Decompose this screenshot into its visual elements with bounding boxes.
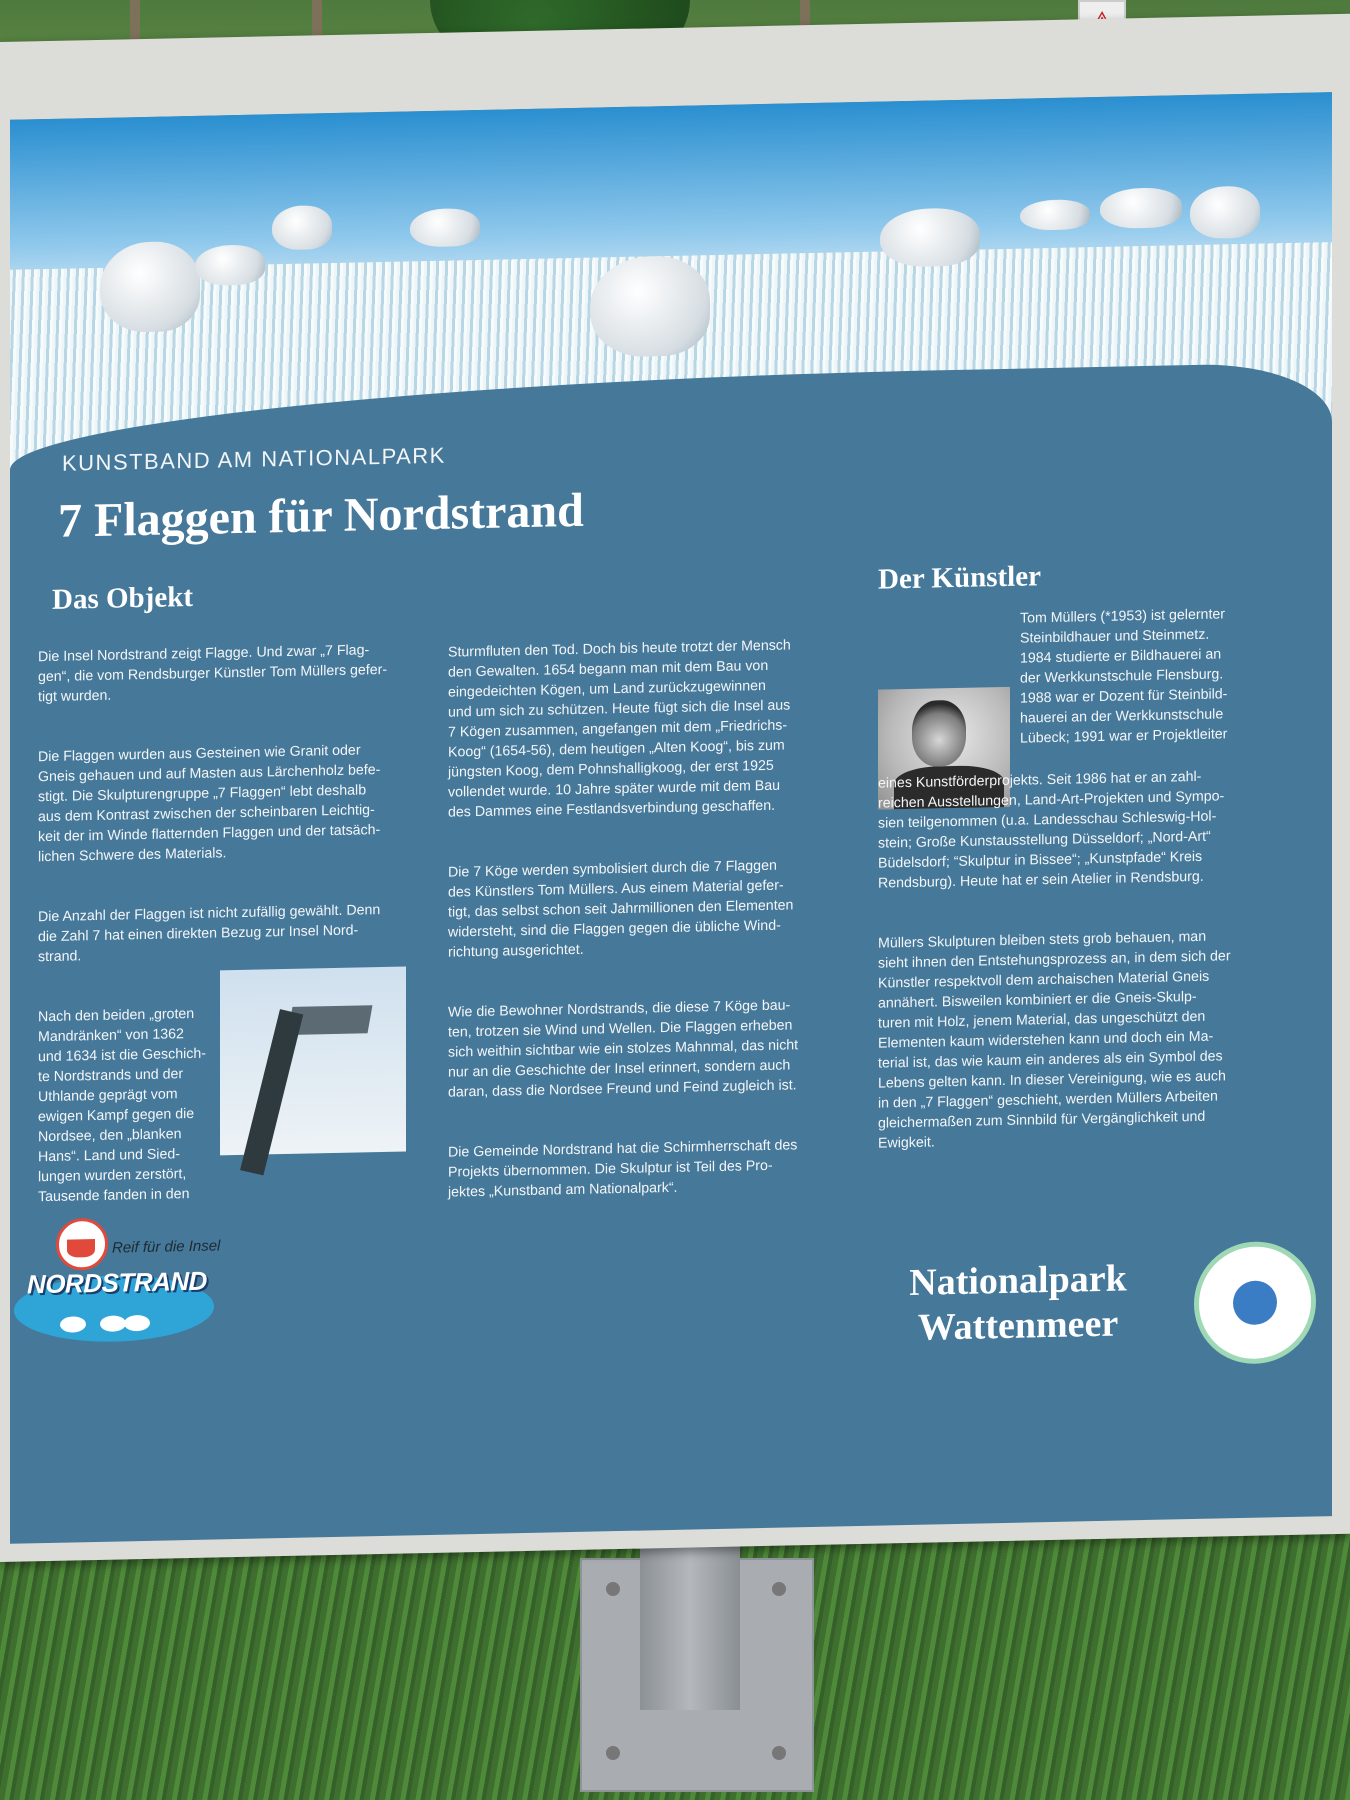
sheep <box>410 208 480 247</box>
sculpture-photo <box>220 966 406 1155</box>
sign-kicker: KUNSTBAND AM NATIONALPARK <box>62 442 446 476</box>
paragraph: Müllers Skulpturen bleiben stets grob behauen, man sieht ihnen den Entstehungsprozess an, in dem sich der Künstler respektvoll dem archaischen Material Gneis annähert. Bisweilen kombiniert er die Gneis-Skulp- turen mit Holz, jenem Material, das ungeschützt den Elementen kaum widerstehen kann und doch ein Ma- terial ist, das wie kaum ein anderes als ein Symbol des Lebens gelten kann. In dieser Vereinigung, wie es auch in den „7 Flaggen“ geschieht, werden Müllers Arbeiten gleichermaßen zum Sinnbild für Vergänglichkeit und Ewigkeit. <box>878 928 1231 1152</box>
logo-wordmark: NORDSTRAND <box>27 1265 207 1300</box>
paragraph: Die Flaggen wurden aus Gesteinen wie Granit oder Gneis gehauen und auf Masten aus Lärchenholz befe- stigt. Die Skulpturengruppe „7 Flaggen“ lebt deshalb aus dem Kontrast zwischen der scheinbaren Leichtig- keit der im Winde flatternden Flaggen und der tatsäch- lichen Schwere des Materials. <box>38 742 381 866</box>
sign-frame <box>0 14 1350 1562</box>
emblem-dot <box>1233 1280 1277 1325</box>
sheep <box>880 207 980 267</box>
bolt <box>606 1582 620 1596</box>
paragraph: eines Kunstförderprojekts. Seit 1986 hat er an zahl- reichen Ausstellungen, Land-Art-Projekten und Sympo- sien teilgenommen (u.a. Landesschau Schleswig-Hol- stein; Große Kunstausstellung Düsseldorf; „Nord-Art“ Büdelsdorf; “Skulptur in Bissee“; „Kunstpfade“ Kreis Rendsburg). Heute hat er sein Atelier in Rendsburg. <box>878 768 1225 892</box>
info-panel <box>10 92 1332 1544</box>
paragraph: Die Insel Nordstrand zeigt Flagge. Und zwar „7 Flag- gen“, die vom Rendsburger Künstler Tom Müllers gefer- tigt wurden. <box>38 642 388 706</box>
paragraph: Nach den beiden „groten Mandränken“ von 1362 und 1634 ist die Geschich- te Nordstrands und der Uthlande geprägt vom ewigen Kampf gegen die Nordsee, den „blanken Hans“. Land und Sied- lungen wurden zerstört, Tausende fanden in den <box>38 1005 206 1206</box>
header-photo-sheep <box>10 92 1332 480</box>
bolt <box>772 1582 786 1596</box>
flag-mast <box>240 1009 303 1175</box>
artist-bio <box>878 745 1308 1194</box>
bolt <box>606 1746 620 1760</box>
heading-artist: Der Künstler <box>878 560 1041 596</box>
paragraph: Die Gemeinde Nordstrand hat die Schirmherrschaft des Projekts übernommen. Die Skulptur ist Teil des Pro- jektes „Kunstband am Nationalpark“. <box>448 1137 798 1201</box>
ship-hull <box>67 1239 95 1258</box>
sheep <box>590 255 710 358</box>
sheep <box>1190 186 1260 239</box>
nationalpark-line1: Nationalpark <box>909 1257 1127 1304</box>
sheep <box>1100 187 1182 229</box>
logo-tagline: Reif für die Insel <box>112 1237 221 1257</box>
nationalpark-emblem-icon <box>1194 1240 1316 1365</box>
ship-icon <box>56 1218 108 1271</box>
nordstrand-logo <box>12 1215 222 1339</box>
paragraph: Die Anzahl der Flaggen ist nicht zufällig gewählt. Denn die Zahl 7 hat einen direkten Bezug zur Insel Nord- strand. <box>38 902 381 966</box>
sign-title: 7 Flaggen für Nordstrand <box>58 483 584 548</box>
bolt <box>772 1746 786 1760</box>
sheep <box>272 205 332 250</box>
paragraph: Die 7 Köge werden symbolisiert durch die 7 Flaggen des Künstlers Tom Müllers. Aus einem Material gefer- tigt, das selbst schon seit Jahrmillionen den Elementen widersteht, sind die Flaggen gegen die übliche Wind- richtung ausgerichtet. <box>448 857 794 961</box>
heading-object: Das Objekt <box>52 580 193 616</box>
artist-bio-short: Tom Müllers (*1953) ist gelernter Steinbildhauer und Steinmetz. 1984 studierte er Bildhauerei an der Werkkunstschule Flensburg. 1988 war er Dozent für Steinbild- hauerei an der Werkkunstschule Lübeck; 1991 war er Projektleiter <box>1020 606 1228 747</box>
sign-stand-post <box>640 1540 740 1710</box>
paragraph: Sturmfluten den Tod. Doch bis heute trotzt der Mensch den Gewalten. 1654 begann man mit dem Bau von eingedeichten Kögen, um Land zurückzugewinnen und um sich zu schützen. Heute fügt sich die Insel aus 7 Kögen zusammen, angefangen mit dem „Friedrichs- Koog“ (1654-56), dem heutigen „Alten Koog“, bis zum jüngsten Koog, dem Pohnshalligkoog, der erst 1925 vollendet wurde. 10 Jahre später wurde mit dem Bau des Dammes eine Festlandsverbindung geschaffen. <box>448 637 791 821</box>
nationalpark-wordmark <box>888 1256 1148 1351</box>
paragraph: Wie die Bewohner Nordstrands, die diese 7 Köge bau- ten, trotzen sie Wind und Wellen. Die Flaggen erheben sich weithin sichtbar wie ein stolzes Mahnmal, das nicht nur an die Geschichte der Insel erinnert, sondern auch daran, dass die Nordsee Freund und Feind zugleich ist. <box>448 997 799 1101</box>
sheep <box>195 244 265 285</box>
nationalpark-line2: Wattenmeer <box>917 1302 1119 1349</box>
sheep <box>100 241 200 333</box>
column-history <box>448 614 848 1242</box>
sheep <box>1020 199 1090 230</box>
